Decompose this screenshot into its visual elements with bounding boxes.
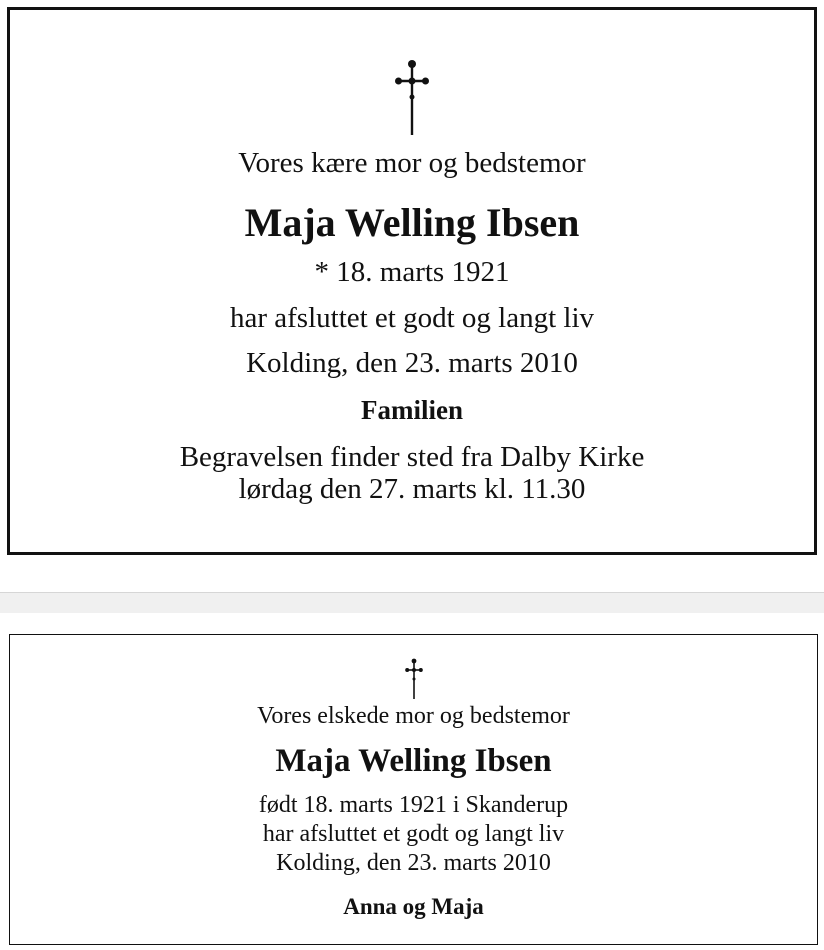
cross-icon (10, 59, 814, 137)
notice-text: har afsluttet et godt og langt liv (229, 302, 595, 334)
funeral-info-line-1: Begravelsen finder sted fra Dalby Kirke (179, 441, 645, 473)
funeral-info-line-2: lørdag den 27. marts kl. 11.30 (238, 473, 586, 505)
death-notice-family (7, 7, 817, 555)
notice-intro: Vores elskede mor og bedstemor (257, 703, 570, 729)
deceased-name: Maja Welling Ibsen (275, 743, 552, 779)
signature: Familien (361, 395, 463, 425)
place-and-date: Kolding, den 23. marts 2010 (246, 347, 578, 379)
notice-text: har afsluttet et godt og langt liv (262, 821, 565, 847)
notice-separator (0, 592, 824, 613)
birth-date: * 18. marts 1921 (314, 256, 510, 288)
deceased-name: Maja Welling Ibsen (244, 200, 580, 245)
cross-icon (10, 658, 817, 700)
signature: Anna og Maja (343, 894, 484, 919)
place-and-date: Kolding, den 23. marts 2010 (276, 850, 551, 876)
notice-intro: Vores kære mor og bedstemor (238, 147, 586, 179)
birth-date: født 18. marts 1921 i Skanderup (258, 792, 569, 818)
death-notice-grandchildren (9, 634, 818, 945)
